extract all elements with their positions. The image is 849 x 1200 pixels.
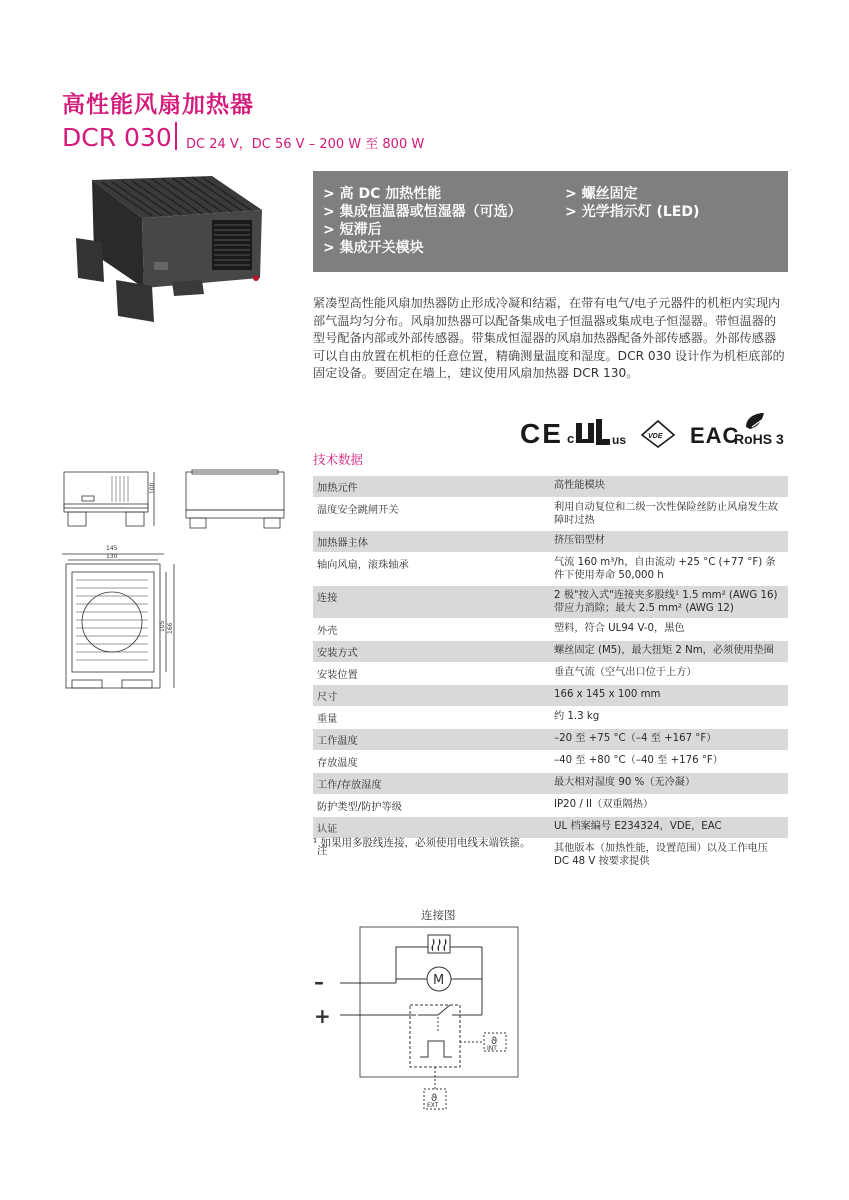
footnote: ¹ 如果用多股线连接，必须使用电线末端铁箍。 (313, 837, 531, 849)
feature-item: > 光学指示灯 (LED) (565, 204, 700, 220)
spec-row (313, 707, 788, 729)
ul-mark (567, 419, 626, 447)
spec-value: UL 档案编号 E234324，VDE，EAC (554, 821, 722, 832)
spec-key: 工作/存放湿度 (317, 780, 382, 791)
spec-value: 最大相对湿度 90 %（无冷凝） (554, 777, 696, 788)
spec-row (313, 498, 788, 531)
dim-width-outer: 145 (106, 545, 118, 552)
ext-label: EXT (427, 1102, 439, 1109)
spec-value: IP20 / II（双重隔热） (554, 799, 654, 810)
feature-item: > 螺丝固定 (565, 186, 638, 202)
spec-value: 166 x 145 x 100 mm (554, 689, 661, 700)
spec-key: 认证 (317, 824, 338, 835)
spec-value: 塑料，符合 UL94 V-0，黑色 (554, 623, 685, 634)
spec-row (313, 663, 788, 685)
spec-key: 存放温度 (317, 758, 358, 769)
spec-value: 其他版本（加热性能，设置范围）以及工作电压 DC 48 V 按要求提供 (554, 843, 768, 867)
voltage-power-subtitle: DC 24 V，DC 56 V – 200 W 至 800 W (186, 137, 425, 152)
motor-label: M (433, 973, 445, 988)
diagram-title: 连接图 (421, 908, 456, 922)
spec-row (313, 751, 788, 773)
feature-item: > 短滞后 (323, 222, 382, 238)
feature-list-left (323, 185, 522, 257)
int-sensor-symbol: ϑ (491, 1036, 498, 1047)
spec-key: 注 (317, 846, 328, 857)
spec-key: 安装方式 (317, 648, 358, 659)
dim-height: 100 (149, 482, 156, 494)
ce-mark: CE (520, 418, 563, 449)
ext-sensor-symbol: ϑ (431, 1093, 438, 1104)
certification-logos (520, 413, 788, 449)
svg-text:c: c (567, 431, 575, 446)
connection-diagram (300, 925, 530, 1120)
spec-row (313, 773, 788, 795)
spec-key: 外壳 (317, 626, 338, 637)
spec-key: 加热器主体 (317, 538, 368, 549)
spec-value: –40 至 +80 °C（–40 至 +176 °F） (554, 755, 723, 766)
spec-row (313, 685, 788, 707)
model-name: DCR 030 (62, 123, 172, 152)
feature-item: > 集成开关模块 (323, 240, 424, 256)
dim-depth-outer: 166 (167, 622, 174, 634)
feature-list-right (565, 185, 699, 221)
svg-text:RoHS: RoHS (734, 431, 773, 447)
spec-value: 垂直气流（空气出口位于上方） (554, 667, 697, 678)
spec-row (313, 795, 788, 817)
spec-table (313, 476, 788, 872)
spec-key: 工作温度 (317, 736, 358, 747)
title-divider (175, 122, 177, 150)
spec-value: 利用自动复位和二级一次性保险丝防止风扇发生故障时过热 (554, 502, 779, 526)
dim-depth-inner: 105 (159, 620, 166, 632)
int-label: INT (487, 1045, 497, 1052)
spec-value: 气流 160 m³/h，自由流动 +25 °C (+77 °F) 条件下使用寿命 50,000 h (554, 557, 776, 581)
spec-value: –20 至 +75 °C（–4 至 +167 °F） (554, 733, 717, 744)
spec-value: 2 极"按入式"连接夹多股线¹ 1.5 mm² (AWG 16) 带应力消除；最大 2.5 mm² (AWG 12) (554, 590, 778, 614)
spec-key: 防护类型/防护等级 (317, 802, 402, 813)
spec-key: 加热元件 (317, 483, 358, 494)
spec-row (313, 586, 788, 619)
spec-key: 尺寸 (317, 692, 338, 703)
spec-key: 轴向风扇，滚珠轴承 (317, 560, 409, 571)
vde-mark (642, 421, 674, 447)
minus-terminal: – (314, 970, 324, 994)
spec-key: 连接 (317, 593, 338, 604)
svg-text:3: 3 (776, 431, 784, 447)
spec-key: 重量 (317, 714, 338, 725)
svg-text:us: us (612, 433, 627, 447)
feature-item: > 集成恒温器或恒湿器（可选） (323, 204, 522, 220)
spec-section-title: 技术数据 (313, 452, 364, 467)
spec-row (313, 729, 788, 751)
rohs-mark (734, 413, 784, 447)
plus-terminal: + (314, 1004, 331, 1028)
dimension-drawings (62, 468, 292, 698)
eac-mark: EAC (690, 423, 740, 448)
spec-value: 约 1.3 kg (554, 711, 600, 722)
spec-value: 挤压铝型材 (554, 535, 605, 546)
spec-row (313, 641, 788, 663)
spec-row (313, 553, 788, 586)
product-photo (62, 170, 280, 330)
dim-width-inner: 130 (106, 553, 118, 560)
feature-box (313, 171, 788, 272)
spec-value: 高性能模块 (554, 480, 605, 491)
spec-row (313, 619, 788, 641)
description-text: 紧凑型高性能风扇加热器防止形成冷凝和结霜，在带有电气/电子元器件的机柜内实现内部气温均匀分布。风扇加热器可以配备集成电子恒温器或集成电子恒湿器。带恒温器的型号配备内部或外部传感器。带集成恒湿器的风扇加热器配备外部传感器。外部传感器可以自由放置在机柜的任意位置，精确测量温度和湿度。DCR 030 设计作为机柜底部的固定设备。要固定在墙上，建议使用风扇加热器 DCR 130。 (313, 296, 785, 380)
spec-row (313, 476, 788, 498)
spec-key: 温度安全跳闸开关 (317, 505, 399, 516)
page-title: 高性能风扇加热器 (62, 92, 254, 118)
feature-item: > 高 DC 加热性能 (323, 186, 442, 202)
spec-row (313, 531, 788, 553)
spec-key: 安装位置 (317, 670, 358, 681)
svg-text:VDE: VDE (648, 433, 663, 440)
product-description (313, 295, 788, 383)
spec-value: 螺丝固定 (M5)，最大扭矩 2 Nm，必须使用垫圈 (554, 645, 774, 656)
